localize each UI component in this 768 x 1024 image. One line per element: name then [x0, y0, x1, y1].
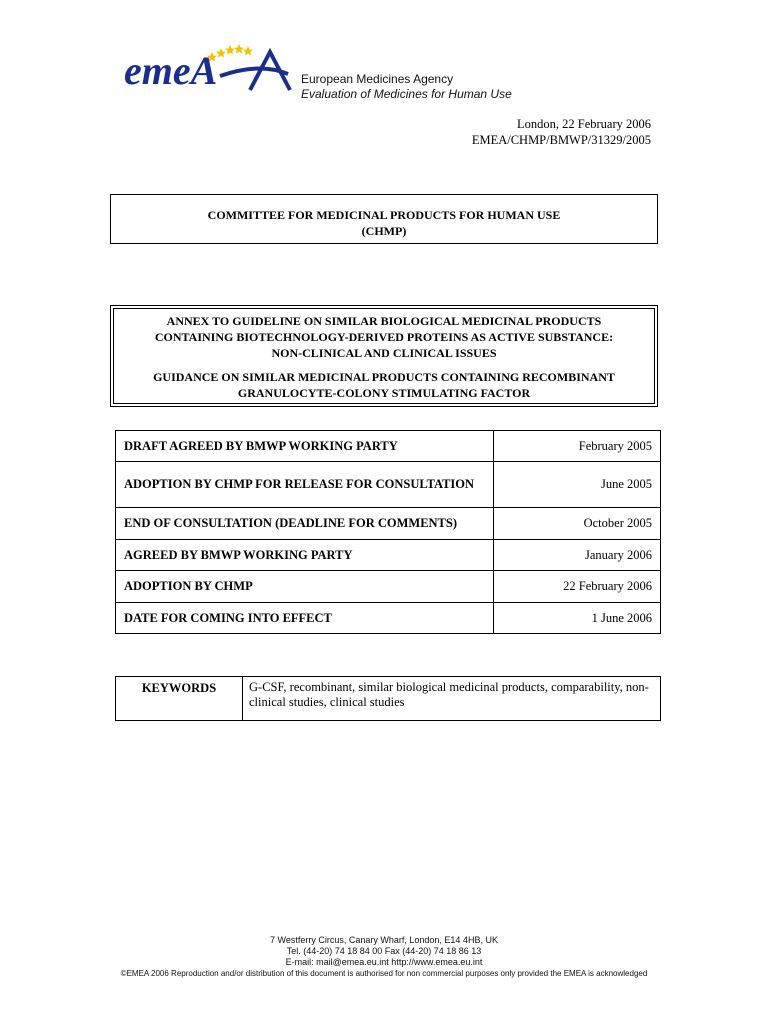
keywords-value: G-CSF, recombinant, similar biological medicinal products, comparability, non-clinical studies, clinical studies	[243, 677, 661, 721]
row-value: 1 June 2006	[494, 603, 661, 634]
footer	[0, 935, 768, 979]
row-value: October 2005	[494, 508, 661, 540]
table-row	[116, 677, 661, 721]
row-value: January 2006	[494, 540, 661, 571]
title-line-3: NON-CLINICAL AND CLINICAL ISSUES	[271, 346, 497, 360]
title-box-inner	[113, 308, 655, 404]
logo-swoosh-shape	[220, 68, 288, 76]
row-label: DRAFT AGREED BY BMWP WORKING PARTY	[116, 431, 494, 462]
row-value: 22 February 2006	[494, 571, 661, 603]
committee-line-1: COMMITTEE FOR MEDICINAL PRODUCTS FOR HUMAN USE	[207, 208, 561, 222]
table-row	[116, 571, 661, 603]
emea-logo	[120, 40, 292, 102]
table-row	[116, 603, 661, 634]
keywords-table	[115, 676, 661, 721]
agency-block	[301, 72, 512, 102]
agency-subtitle: Evaluation of Medicines for Human Use	[301, 87, 512, 101]
title-line-2: CONTAINING BIOTECHNOLOGY-DERIVED PROTEINS AS ACTIVE SUBSTANCE:	[154, 330, 614, 344]
table-row	[116, 540, 661, 571]
footer-phone: Tel. (44-20) 74 18 84 00 Fax (44-20) 74 18 86 13	[286, 946, 482, 956]
row-label: AGREED BY BMWP WORKING PARTY	[116, 540, 494, 571]
footer-copyright: ©EMEA 2006 Reproduction and/or distribution of this document is authorised for non commercial purposes only provided the EMEA is acknowledged	[120, 969, 648, 978]
place-date: London, 22 February 2006	[516, 117, 651, 131]
table-row	[116, 462, 661, 508]
keywords-label: KEYWORDS	[116, 677, 243, 721]
doc-ref-number: EMEA/CHMP/BMWP/31329/2005	[471, 133, 651, 147]
agency-name: European Medicines Agency	[301, 72, 454, 86]
emea-logo-graphic	[120, 40, 292, 102]
footer-email: E-mail: mail@emea.eu.int http://www.emea.eu.int	[285, 957, 483, 967]
title-line-5: GRANULOCYTE-COLONY STIMULATING FACTOR	[237, 386, 531, 400]
row-value: February 2005	[494, 431, 661, 462]
table-row	[116, 431, 661, 462]
row-label: DATE FOR COMING INTO EFFECT	[116, 603, 494, 634]
document-reference	[472, 116, 651, 148]
row-label: END OF CONSULTATION (DEADLINE FOR COMMENTS)	[116, 508, 494, 540]
title-box	[110, 305, 658, 407]
title-gap	[114, 361, 654, 369]
footer-address: 7 Westferry Circus, Canary Wharf, London, E14 4HB, UK	[270, 935, 498, 945]
title-line-4: GUIDANCE ON SIMILAR MEDICINAL PRODUCTS CONTAINING RECOMBINANT	[153, 370, 615, 384]
table-row	[116, 508, 661, 540]
committee-box	[110, 194, 658, 244]
title-line-1: ANNEX TO GUIDELINE ON SIMILAR BIOLOGICAL MEDICINAL PRODUCTS	[166, 314, 602, 328]
dates-table	[115, 430, 661, 634]
row-value: June 2005	[494, 462, 661, 508]
row-label: ADOPTION BY CHMP	[116, 571, 494, 603]
committee-line-2: (CHMP)	[361, 224, 407, 238]
emea-logo-text: emeA	[124, 48, 218, 93]
row-label: ADOPTION BY CHMP FOR RELEASE FOR CONSULTATION	[116, 462, 494, 508]
